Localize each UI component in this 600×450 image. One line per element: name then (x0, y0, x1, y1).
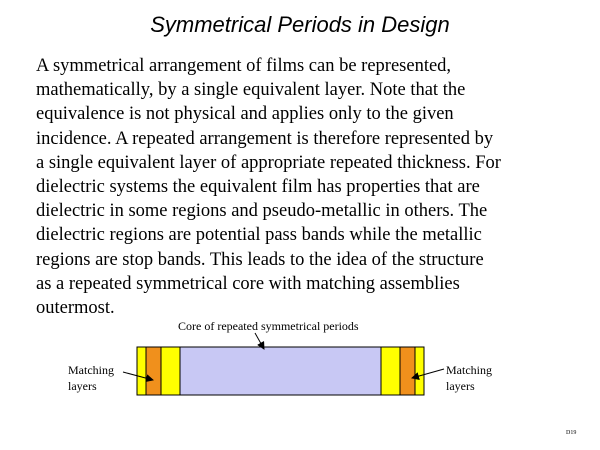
right-layer-yellow-inner (381, 347, 400, 395)
left-layer-yellow-outer (137, 347, 146, 395)
left-layer-yellow-inner (161, 347, 180, 395)
left-layer-orange (146, 347, 161, 395)
left-matching-label: Matching layers (68, 363, 114, 393)
slide-body-text: A symmetrical arrangement of films can be represented, mathematically, by a single equivalent layer. Note that the equivalence is not physical and applies only to the given incidence. A repeated arrangement is therefore represented by a single equivalent layer of appropriate repeated thickness. For dielectric systems the equivalent film has properties that are dielectric in some regions and pseudo-metallic in others. The dielectric regions are potential pass bands while the metallic regions are stop bands. This leads to the idea of the structure as a repeated symmetrical core with matching assemblies outermost. (36, 56, 501, 319)
right-layer-orange (400, 347, 415, 395)
right-layer-yellow-outer (415, 347, 424, 395)
core-block (180, 347, 381, 395)
slide-title: Symmetrical Periods in Design (150, 12, 450, 37)
core-label: Core of repeated symmetrical periods (178, 319, 359, 333)
right-matching-label: Matching layers (446, 363, 492, 393)
slide-number: D19 (566, 430, 577, 436)
